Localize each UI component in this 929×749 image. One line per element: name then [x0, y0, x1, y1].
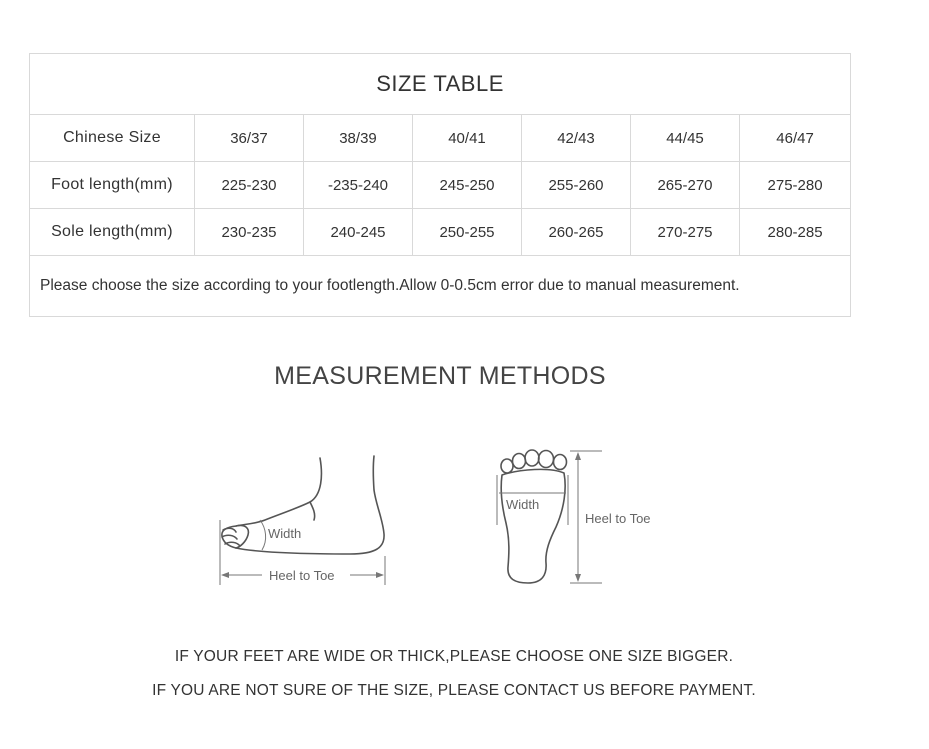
table-cell: 245-250 [413, 162, 522, 209]
table-cell: 36/37 [195, 115, 304, 162]
side-length-label: Heel to Toe [269, 568, 335, 583]
sole-length-label: Heel to Toe [585, 511, 651, 526]
table-cell: 255-260 [522, 162, 631, 209]
row-label: Sole length(mm) [30, 209, 195, 256]
side-width-label: Width [268, 526, 302, 541]
table-cell: 230-235 [195, 209, 304, 256]
row-label: Foot length(mm) [30, 162, 195, 209]
table-cell: 275-280 [740, 162, 851, 209]
table-cell: 260-265 [522, 209, 631, 256]
table-cell: 240-245 [304, 209, 413, 256]
table-cell: 38/39 [304, 115, 413, 162]
table-cell: 225-230 [195, 162, 304, 209]
table-cell: -235-240 [304, 162, 413, 209]
footer-wide-feet-note: IF YOUR FEET ARE WIDE OR THICK,PLEASE CHOOSE ONE SIZE BIGGER. [174, 648, 734, 665]
footer-contact-note: IF YOU ARE NOT SURE OF THE SIZE, PLEASE CONTACT US BEFORE PAYMENT. [152, 682, 756, 699]
table-cell: 270-275 [631, 209, 740, 256]
size-table [29, 53, 851, 317]
table-row [30, 209, 851, 256]
table-cell: 265-270 [631, 162, 740, 209]
size-table-title: SIZE TABLE [30, 54, 851, 115]
table-cell: 40/41 [413, 115, 522, 162]
table-cell: 250-255 [413, 209, 522, 256]
side-view-foot-diagram [210, 450, 400, 590]
table-row [30, 115, 851, 162]
table-cell: 42/43 [522, 115, 631, 162]
size-note: Please choose the size according to your footlength.Allow 0-0.5cm error due to manual measurement. [30, 256, 851, 317]
sole-view-foot-diagram [490, 445, 680, 590]
measurement-title: MEASUREMENT METHODS [274, 362, 606, 390]
sole-width-label: Width [506, 497, 540, 512]
table-cell: 46/47 [740, 115, 851, 162]
table-cell: 280-285 [740, 209, 851, 256]
table-row [30, 162, 851, 209]
table-cell: 44/45 [631, 115, 740, 162]
row-label: Chinese Size [30, 115, 195, 162]
